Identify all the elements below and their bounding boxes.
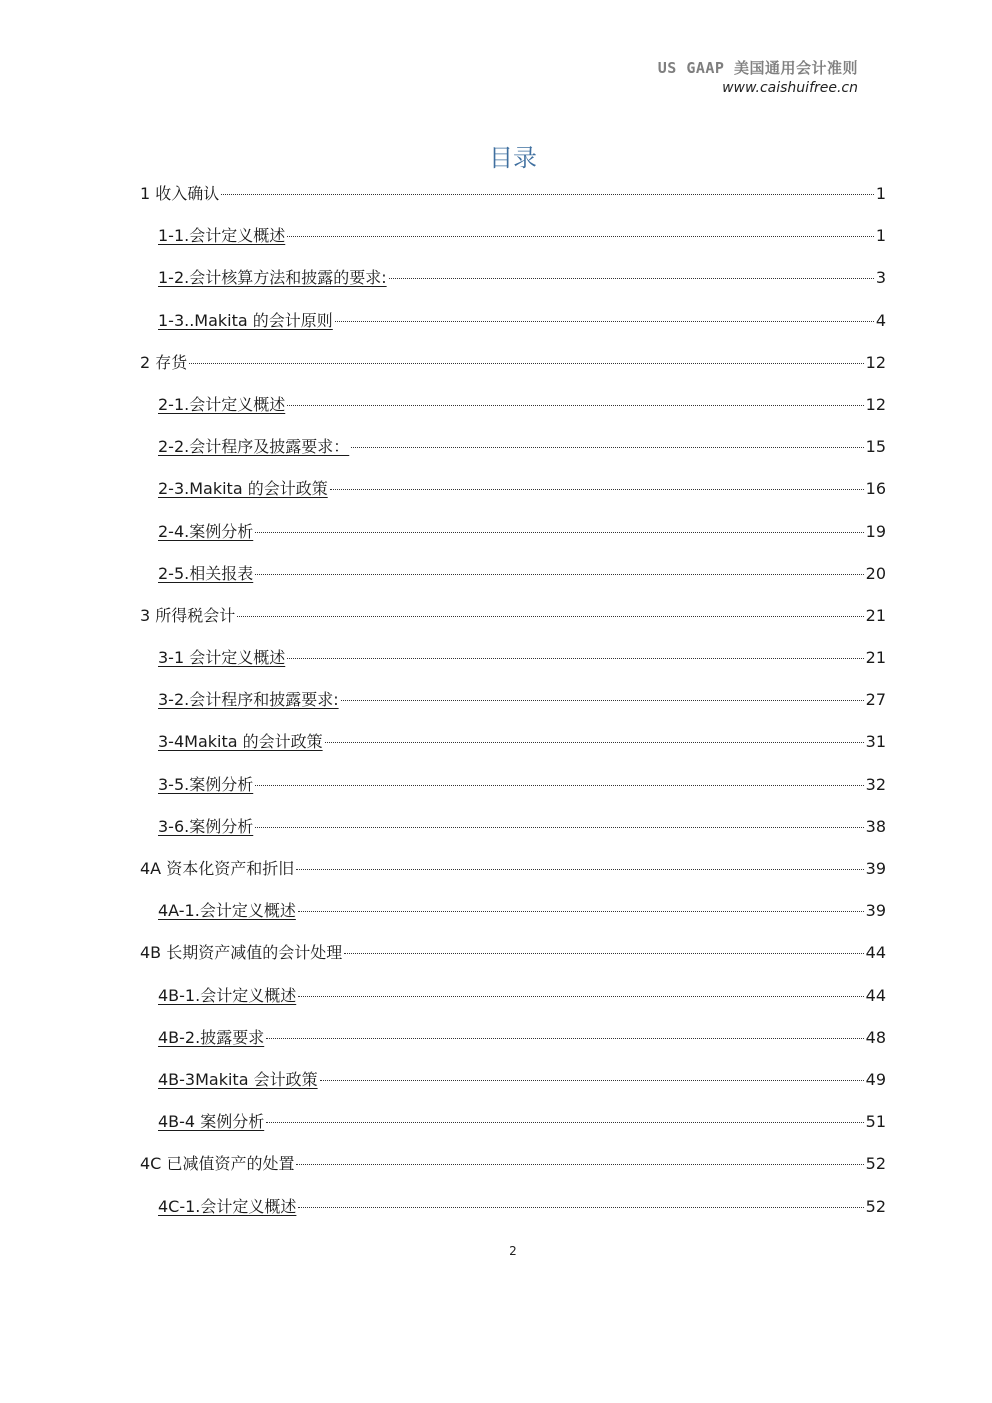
toc-entry[interactable] [140, 982, 886, 1024]
toc-entry[interactable] [140, 1193, 886, 1235]
toc-entry[interactable] [140, 855, 886, 897]
toc-entry[interactable] [140, 644, 886, 686]
toc-entry-label[interactable]: 4B-1.会计定义概述 [158, 985, 297, 1005]
toc-entry-label[interactable]: 2-2.会计程序及披露要求： [158, 437, 350, 457]
dot-leader [266, 1122, 863, 1123]
dot-leader [266, 1038, 863, 1039]
toc-entry-page: 52 [865, 1196, 886, 1216]
dot-leader [287, 405, 863, 406]
toc-entry-label[interactable]: 1-3..Makita 的会计原则 [158, 310, 333, 330]
dot-leader [341, 700, 864, 701]
toc-entry-page: 1 [875, 226, 886, 246]
toc-entry[interactable] [140, 433, 886, 475]
toc-entry-label[interactable]: 4C 已减值资产的处置 [140, 1154, 295, 1174]
toc-entry[interactable] [140, 939, 886, 981]
toc-entry-label[interactable]: 4A-1.会计定义概述 [158, 901, 296, 921]
dot-leader [255, 532, 863, 533]
toc-entry[interactable] [140, 1150, 886, 1192]
toc-entry-page: 21 [865, 605, 886, 625]
toc-entry[interactable] [140, 728, 886, 770]
dot-leader [255, 827, 863, 828]
table-of-contents [140, 180, 886, 1235]
dot-leader [325, 742, 864, 743]
page-header [658, 58, 858, 92]
toc-entry[interactable] [140, 222, 886, 264]
toc-entry-page: 15 [865, 437, 886, 457]
toc-entry-label[interactable]: 4C-1.会计定义概述 [158, 1196, 297, 1216]
toc-entry-label[interactable]: 3 所得税会计 [140, 605, 236, 625]
toc-entry-label[interactable]: 4B 长期资产减值的会计处理 [140, 943, 343, 963]
toc-entry-label[interactable]: 4B-2.披露要求 [158, 1027, 265, 1047]
toc-entry-label[interactable]: 3-1 会计定义概述 [158, 648, 286, 668]
toc-entry-label[interactable]: 3-4Makita 的会计政策 [158, 732, 323, 752]
toc-entry[interactable] [140, 602, 886, 644]
toc-entry-page: 38 [865, 816, 886, 836]
toc-entry-page: 12 [865, 394, 886, 414]
toc-entry[interactable] [140, 391, 886, 433]
toc-entry-label[interactable]: 2-3.Makita 的会计政策 [158, 479, 328, 499]
dot-leader [298, 911, 864, 912]
toc-entry[interactable] [140, 307, 886, 349]
toc-entry-page: 39 [865, 901, 886, 921]
toc-entry-page: 44 [865, 943, 886, 963]
toc-entry-page: 52 [865, 1154, 886, 1174]
dot-leader [221, 194, 874, 195]
toc-entry[interactable] [140, 518, 886, 560]
toc-entry-page: 44 [865, 985, 886, 1005]
dot-leader [330, 489, 864, 490]
toc-entry[interactable] [140, 813, 886, 855]
toc-entry-page: 48 [865, 1027, 886, 1047]
header-title: US GAAP 美国通用会计准则 [657, 59, 858, 77]
toc-entry-page: 32 [865, 774, 886, 794]
dot-leader [296, 1164, 863, 1165]
toc-entry-label[interactable]: 2-5.相关报表 [158, 563, 254, 583]
page-number: 2 [509, 1244, 517, 1258]
dot-leader [255, 574, 863, 575]
toc-entry-label[interactable]: 1-2.会计核算方法和披露的要求: [158, 268, 387, 288]
toc-entry-label[interactable]: 1 收入确认 [140, 184, 220, 203]
toc-entry-page: 20 [865, 563, 886, 583]
toc-entry-label[interactable]: 4B-3Makita 会计政策 [158, 1069, 318, 1089]
dot-leader [189, 363, 863, 364]
toc-entry[interactable] [140, 771, 886, 813]
dot-leader [255, 785, 863, 786]
header-website: www.caishuifree.cn [722, 80, 858, 92]
dot-leader [296, 869, 863, 870]
toc-entry-page: 19 [865, 521, 886, 541]
dot-leader [287, 236, 874, 237]
dot-leader [351, 447, 863, 448]
dot-leader [298, 996, 863, 997]
dot-leader [344, 953, 863, 954]
toc-entry-page: 51 [865, 1112, 886, 1132]
toc-entry-page: 39 [865, 859, 886, 878]
toc-entry-page: 4 [875, 310, 886, 330]
toc-entry-page: 16 [865, 479, 886, 499]
toc-entry-label[interactable]: 4B-4 案例分析 [158, 1112, 265, 1132]
toc-entry[interactable] [140, 1066, 886, 1108]
toc-entry-page: 27 [865, 690, 886, 710]
toc-entry-label[interactable]: 2-4.案例分析 [158, 521, 254, 541]
toc-entry[interactable] [140, 686, 886, 728]
toc-entry-label[interactable]: 2-1.会计定义概述 [158, 394, 286, 414]
toc-entry[interactable] [140, 560, 886, 602]
toc-entry-label[interactable]: 3-6.案例分析 [158, 816, 254, 836]
toc-entry[interactable] [140, 897, 886, 939]
toc-entry-label[interactable]: 3-2.会计程序和披露要求: [158, 690, 339, 710]
dot-leader [389, 278, 874, 279]
toc-entry[interactable] [140, 349, 886, 391]
dot-leader [287, 658, 863, 659]
toc-entry[interactable] [140, 475, 886, 517]
toc-entry-page: 3 [875, 268, 886, 288]
toc-entry-page: 31 [865, 732, 886, 752]
toc-entry-page: 21 [865, 648, 886, 668]
toc-entry-label[interactable]: 3-5.案例分析 [158, 774, 254, 794]
toc-title: 目录 [489, 144, 537, 172]
toc-entry[interactable] [140, 264, 886, 306]
toc-entry[interactable] [140, 180, 886, 222]
toc-entry-label[interactable]: 4A 资本化资产和折旧 [140, 859, 295, 878]
dot-leader [298, 1207, 863, 1208]
dot-leader [320, 1080, 864, 1081]
toc-entry-label[interactable]: 2 存货 [140, 352, 188, 372]
toc-entry[interactable] [140, 1024, 886, 1066]
toc-entry[interactable] [140, 1108, 886, 1150]
toc-entry-page: 12 [865, 352, 886, 372]
dot-leader [237, 616, 863, 617]
toc-entry-label[interactable]: 1-1.会计定义概述 [158, 226, 286, 246]
toc-entry-page: 49 [865, 1069, 886, 1089]
toc-entry-page: 1 [875, 184, 886, 203]
dot-leader [335, 321, 874, 322]
